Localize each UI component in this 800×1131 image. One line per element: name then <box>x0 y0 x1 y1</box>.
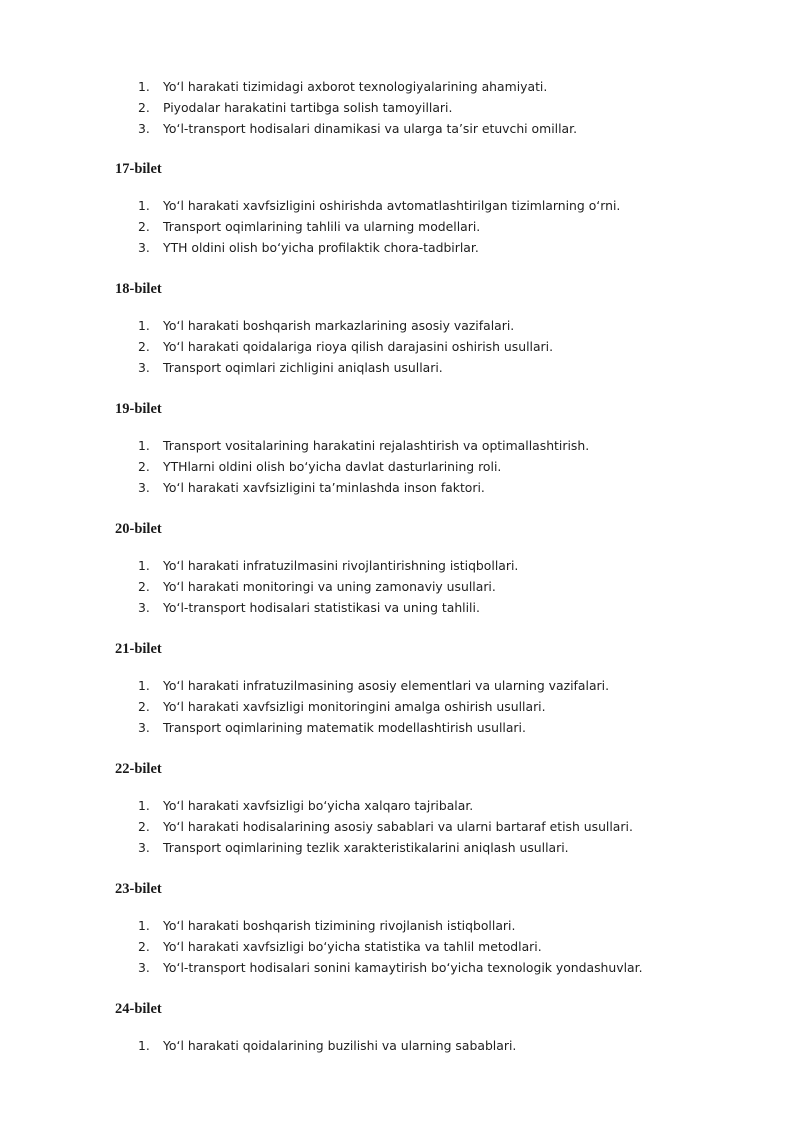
question-item <box>0 597 800 618</box>
question-number: 1. <box>138 798 150 813</box>
ticket-question-list <box>0 435 800 498</box>
question-item <box>0 696 800 717</box>
question-item <box>0 477 800 498</box>
question-item <box>0 936 800 957</box>
question-number: 3. <box>138 960 150 975</box>
question-text: Yo‘l harakati qoidalarining buzilishi va ularning sabablari. <box>163 1038 517 1053</box>
question-number: 1. <box>138 1038 150 1053</box>
question-text: Yo‘l harakati infratuzilmasining asosiy elementlari va ularning vazifalari. <box>163 678 610 693</box>
question-item <box>0 195 800 216</box>
ticket-question-list <box>0 315 800 378</box>
question-item <box>0 576 800 597</box>
question-number: 2. <box>138 100 150 115</box>
question-text: Yo‘l harakati qoidalariga rioya qilish darajasini oshirish usullari. <box>163 339 554 354</box>
question-number: 2. <box>138 459 150 474</box>
question-text: Yo‘l harakati tizimidagi axborot texnologiyalarining ahamiyati. <box>163 79 548 94</box>
question-text: Yo‘l harakati xavfsizligi bo‘yicha xalqaro tajribalar. <box>163 798 474 813</box>
ticket-heading: 21-bilet <box>115 641 162 657</box>
ticket-question-list <box>0 195 800 258</box>
question-text: Yo‘l-transport hodisalari dinamikasi va ularga ta’sir etuvchi omillar. <box>163 121 578 136</box>
question-text: Transport oqimlarining tahlili va ularning modellari. <box>163 219 481 234</box>
question-text: Yo‘l harakati xavfsizligini oshirishda avtomatlashtirilgan tizimlarning o‘rni. <box>163 198 621 213</box>
question-text: Yo‘l harakati boshqarish markazlarining asosiy vazifalari. <box>163 318 515 333</box>
question-item <box>0 957 800 978</box>
ticket-heading: 18-bilet <box>115 281 162 297</box>
question-number: 1. <box>138 318 150 333</box>
ticket-heading: 24-bilet <box>115 1001 162 1017</box>
question-text: Transport vositalarining harakatini rejalashtirish va optimallashtirish. <box>163 438 590 453</box>
ticket-question-list <box>0 915 800 978</box>
question-item <box>0 1035 800 1056</box>
question-number: 2. <box>138 339 150 354</box>
ticket-heading: 17-bilet <box>115 161 162 177</box>
question-text: Yo‘l-transport hodisalari sonini kamaytirish bo‘yicha texnologik yondashuvlar. <box>163 960 643 975</box>
question-item <box>0 97 800 118</box>
question-number: 3. <box>138 480 150 495</box>
ticket-question-list <box>0 795 800 858</box>
question-text: Yo‘l harakati monitoringi va uning zamonaviy usullari. <box>163 579 496 594</box>
question-number: 3. <box>138 360 150 375</box>
question-item <box>0 76 800 97</box>
question-item <box>0 675 800 696</box>
question-item <box>0 717 800 738</box>
ticket-heading: 19-bilet <box>115 401 162 417</box>
question-text: Transport oqimlari zichligini aniqlash usullari. <box>163 360 443 375</box>
question-item <box>0 555 800 576</box>
ticket-heading: 23-bilet <box>115 881 162 897</box>
question-number: 3. <box>138 600 150 615</box>
question-number: 3. <box>138 840 150 855</box>
question-text: Yo‘l-transport hodisalari statistikasi va uning tahlili. <box>163 600 480 615</box>
question-text: YTH oldini olish bo‘yicha profilaktik chora-tadbirlar. <box>163 240 479 255</box>
question-number: 3. <box>138 240 150 255</box>
question-item <box>0 795 800 816</box>
question-text: Yo‘l harakati infratuzilmasini rivojlantirishning istiqbollari. <box>163 558 519 573</box>
ticket-heading: 22-bilet <box>115 761 162 777</box>
question-number: 2. <box>138 579 150 594</box>
question-item <box>0 816 800 837</box>
question-number: 3. <box>138 121 150 136</box>
ticket-heading: 20-bilet <box>115 521 162 537</box>
question-item <box>0 435 800 456</box>
question-number: 2. <box>138 219 150 234</box>
question-text: Yo‘l harakati xavfsizligini ta’minlashda inson faktori. <box>163 480 485 495</box>
question-text: Yo‘l harakati xavfsizligi monitoringini amalga oshirish usullari. <box>163 699 546 714</box>
question-number: 2. <box>138 939 150 954</box>
question-number: 2. <box>138 819 150 834</box>
question-text: Yo‘l harakati hodisalarining asosiy sabablari va ularni bartaraf etish usullari. <box>163 819 633 834</box>
question-text: YTHlarni oldini olish bo‘yicha davlat dasturlarining roli. <box>163 459 502 474</box>
question-item <box>0 336 800 357</box>
question-text: Transport oqimlarining matematik modellashtirish usullari. <box>163 720 526 735</box>
question-item <box>0 837 800 858</box>
question-text: Transport oqimlarining tezlik xarakteristikalarini aniqlash usullari. <box>163 840 569 855</box>
question-number: 1. <box>138 678 150 693</box>
question-item <box>0 315 800 336</box>
question-item <box>0 456 800 477</box>
question-text: Yo‘l harakati boshqarish tizimining rivojlanish istiqbollari. <box>163 918 516 933</box>
question-item <box>0 216 800 237</box>
question-number: 1. <box>138 918 150 933</box>
question-number: 1. <box>138 438 150 453</box>
question-number: 1. <box>138 79 150 94</box>
question-item <box>0 237 800 258</box>
question-item <box>0 915 800 936</box>
question-number: 3. <box>138 720 150 735</box>
ticket-question-list <box>0 555 800 618</box>
question-text: Yo‘l harakati xavfsizligi bo‘yicha statistika va tahlil metodlari. <box>163 939 542 954</box>
question-text: Piyodalar harakatini tartibga solish tamoyillari. <box>163 100 453 115</box>
question-item <box>0 118 800 139</box>
ticket-question-list <box>0 675 800 738</box>
question-item <box>0 357 800 378</box>
ticket-question-list <box>0 1035 800 1056</box>
intro-question-list <box>0 76 800 139</box>
question-number: 1. <box>138 558 150 573</box>
question-number: 2. <box>138 699 150 714</box>
question-number: 1. <box>138 198 150 213</box>
